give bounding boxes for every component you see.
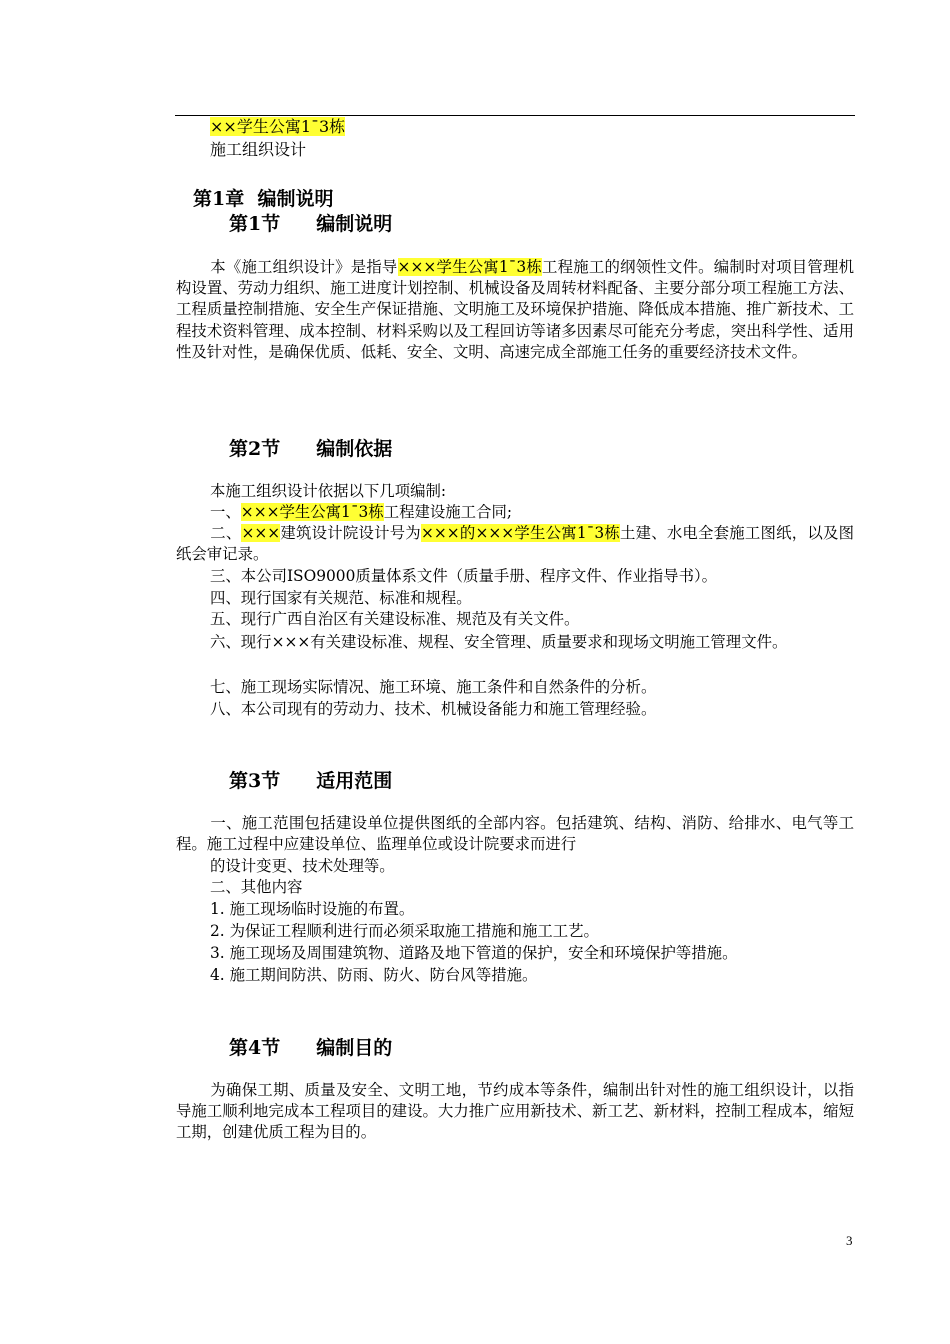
header-rule [175,115,855,116]
basis-item-6: 六、现行×××有关建设标准、规程、安全管理、质量要求和现场文明施工管理文件。 [210,633,788,651]
section-number: 第2节 [229,438,281,460]
section-number: 第1节 [229,213,281,235]
scope-paragraph-continued: 的设计变更、技术处理等。 [210,857,395,875]
basis-item-2: 二、×××建筑设计院设计号为×××的×××学生公寓1¯3栋土建、水电全套施工图纸，以及图纸会审记录。 [176,524,854,564]
header-project [210,117,345,137]
page-number: 3 [846,1233,853,1248]
header-project-highlight: ××学生公寓1¯3栋 [210,117,346,136]
section-3-heading [229,766,392,793]
scope-other-item-4: 4. 施工期间防洪、防雨、防火、防台风等措施。 [210,966,538,984]
section-number: 第3节 [229,770,281,792]
basis-item-1: 一、×××学生公寓1¯3栋工程建设施工合同; [210,503,513,521]
basis-item-5: 五、现行广西自治区有关建设标准、规范及有关文件。 [210,610,580,628]
basis-item-8: 八、本公司现有的劳动力、技术、机械设备能力和施工管理经验。 [210,700,657,718]
section-4-heading [229,1033,392,1060]
chapter-title: 编制说明 [257,188,334,210]
scope-paragraph: 一、施工范围包括建设单位提供图纸的全部内容。包括建筑、结构、消防、给排水、电气等工程。施工过程中应建设单位、监理单位或设计院要求而进行 [176,814,854,854]
project-highlight: ×××学生公寓1¯3栋 [397,258,543,276]
design-number-highlight: ×××的×××学生公寓1¯3栋 [420,524,620,542]
section-title: 编制目的 [316,1037,393,1059]
basis-intro: 本施工组织设计依据以下几项编制: [210,482,447,500]
chapter-heading [193,184,333,211]
basis-item-4: 四、现行国家有关规范、标准和规程。 [210,589,472,607]
chapter-number: 第1章 [193,188,245,210]
designer-highlight: ××× [241,524,281,542]
header-doc-type: 施工组织设计 [210,140,307,159]
section-2-heading [229,434,392,461]
scope-other-heading: 二、其他内容 [210,878,303,896]
basis-item-7: 七、施工现场实际情况、施工环境、施工条件和自然条件的分析。 [210,678,657,696]
section-title: 编制说明 [316,213,393,235]
section-number: 第4节 [229,1037,281,1059]
section-title: 编制依据 [316,438,393,460]
section-1-heading [229,209,392,236]
scope-other-item-1: 1. 施工现场临时设施的布置。 [210,900,415,918]
basis-item-3: 三、本公司ISO9000质量体系文件（质量手册、程序文件、作业指导书）。 [210,567,718,585]
section-title: 适用范围 [316,770,393,792]
scope-other-item-2: 2. 为保证工程顺利进行而必须采取施工措施和施工工艺。 [210,922,599,940]
scope-other-item-3: 3. 施工现场及周围建筑物、道路及地下管道的保护，安全和环境保护等措施。 [210,944,738,962]
section-1-paragraph: 本《施工组织设计》是指导×××学生公寓1¯3栋工程施工的纲领性文件。编制时对项目管理机构设置、劳动力组织、施工进度计划控制、机械设备及周转材料配备、主要分部分项工程施工方法、工程质量控制措施、安全生产保证措施、文明施工及环境保护措施、降低成本措施、推广新技术、工程技术资料管理、成本控制、材料采购以及工程回访等诸多因素尽可能充分考虑，突出科学性、适用性及针对性，是确保优质、低耗、安全、文明、高速完成全部施工任务的重要经济技术文件。 [176,258,854,361]
purpose-paragraph: 为确保工期、质量及安全、文明工地，节约成本等条件，编制出针对性的施工组织设计，以指导施工顺利地完成本工程项目的建设。大力推广应用新技术、新工艺、新材料，控制工程成本，缩短工期，创建优质工程为目的。 [176,1081,854,1142]
project-highlight: ×××学生公寓1¯3栋 [240,503,384,521]
